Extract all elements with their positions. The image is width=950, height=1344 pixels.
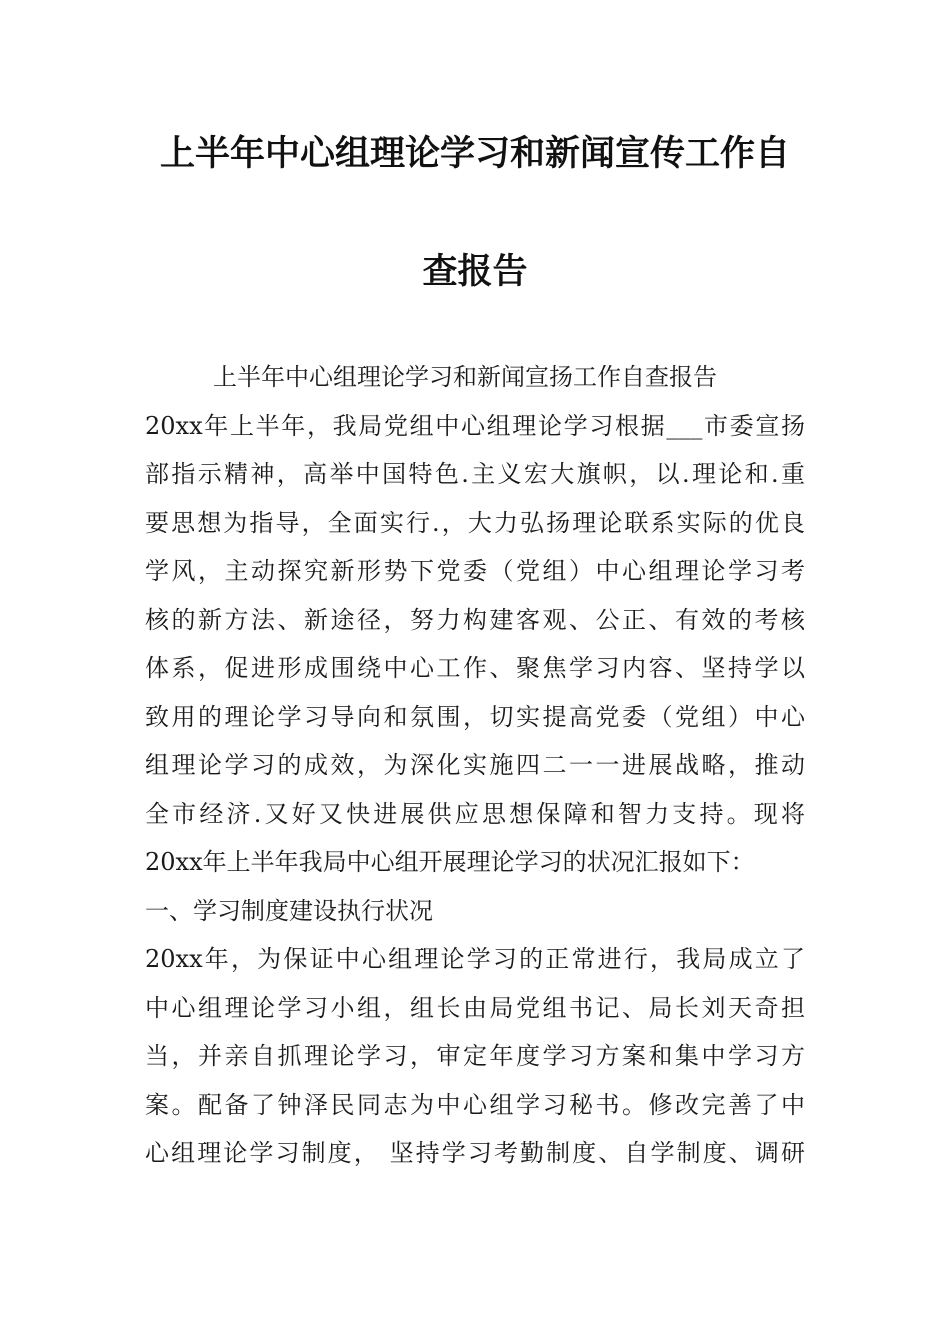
body-line: 核的新方法、新途径，努力构建客观、公正、有效的考核: [145, 605, 805, 634]
body-line: 20xx年上半年我局中心组开展理论学习的状况汇报如下：: [145, 848, 755, 876]
body-line: 全市经济.又好又快进展供应思想保障和智力支持。现将: [145, 799, 805, 828]
body-line: 要思想为指导，全面实行.，大力弘扬理论联系实际的优良: [145, 508, 805, 537]
body-line: 致用的理论学习导向和氛围，切实提高党委（党组）中心: [145, 702, 805, 731]
body-line: 案。配备了钟泽民同志为中心组学习秘书。修改完善了中: [145, 1090, 805, 1119]
document-title-line-1: 上半年中心组理论学习和新闻宣传工作自: [159, 134, 790, 174]
document-body: [145, 358, 805, 1183]
body-line: 体系，促进形成围绕中心工作、聚焦学习内容、坚持学以: [145, 654, 805, 682]
body-line: 当，并亲自抓理论学习，审定年度学习方案和集中学习方: [145, 1042, 805, 1070]
body-line: 中心组理论学习小组，组长由局党组书记、局长刘天奇担: [145, 993, 805, 1022]
body-line: 学风，主动探究新形势下党委（党组）中心组理论学习考: [145, 557, 805, 585]
body-line: 上半年中心组理论学习和新闻宣扬工作自查报告: [213, 363, 717, 391]
body-line: 组理论学习的成效，为深化实施四二一一进展战略，推动: [145, 751, 805, 779]
section-heading: 一、学习制度建设执行状况: [145, 896, 433, 925]
body-line: 20xx年上半年，我局党组中心组理论学习根据___市委宣扬: [145, 411, 805, 440]
body-line: 心组理论学习制度， 坚持学习考勤制度、自学制度、调研: [145, 1139, 805, 1167]
body-line: 20xx年，为保证中心组理论学习的正常进行，我局成立了: [145, 945, 805, 973]
body-line: 部指示精神，高举中国特色.主义宏大旗帜，以.理论和.重: [145, 460, 805, 488]
document-title-line-2: 查报告: [422, 252, 528, 292]
